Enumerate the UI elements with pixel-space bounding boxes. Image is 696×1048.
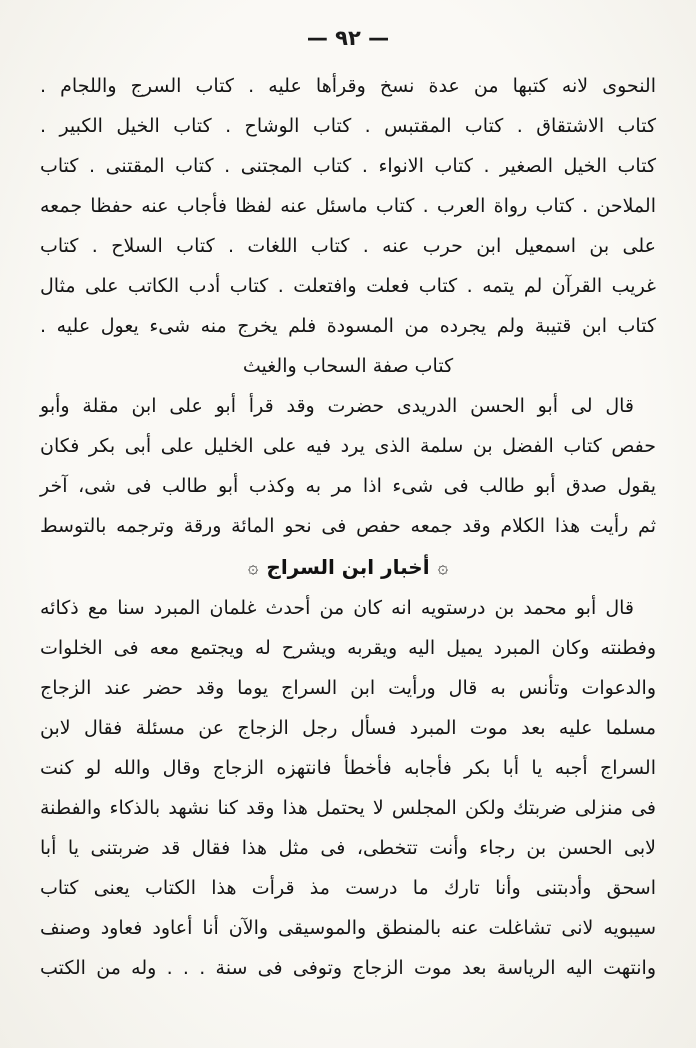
section-heading (40, 546, 656, 588)
text-line: مسلما عليه بعد موت المبرد فسأل رجل الزجاج عن مسئلة فقال لابن (40, 717, 656, 739)
text-line: قال أبو محمد بن درستويه انه كان من أحدث غلمان المبرد سنا مع ذكائه (40, 597, 634, 619)
text-line: وانتهت اليه الرياسة بعد موت الزجاج وتوفى فى سنة . . . وله من الكتب (40, 957, 656, 979)
ornament-icon: ۞ (437, 557, 449, 578)
text-line: قال لى أبو الحسن الدريدى حضرت وقد قرأ أبو على ابن مقلة وأبو (40, 395, 634, 417)
text-line: كتاب ابن قتيبة ولم يجرده من المسودة فلم يخرج منه شىء يعول عليه . (40, 315, 656, 337)
text-line: غريب القرآن لم يتمه . كتاب فعلت وافتعلت . كتاب أدب الكاتب على مثال (40, 275, 656, 297)
text-line: السراج أجبه يا أبا بكر فأجابه فأخطأ فانتهزه الزجاج وقال والله لو كنت (40, 757, 656, 779)
text-line: يقول صدق أبو طالب فى شىء اذا مر به وكذب أبو طالب فى شى، آخر (40, 475, 656, 497)
text-line: والدعوات وتأنس به قال ورأيت ابن السراج يوما وقد حضر عند الزجاج (40, 677, 656, 699)
text-line: حفص كتاب الفضل بن سلمة الذى يرد فيه على الخليل على أبى بكر فكان (40, 435, 656, 457)
text-line: على بن اسمعيل ابن حرب عنه . كتاب اللغات . كتاب السلاح . كتاب (40, 235, 656, 257)
text-line: وفطنته وكان المبرد يميل اليه ويقربه ويشرح له ويجتمع معه فى الخلوات (40, 637, 656, 659)
ornament-icon: ۞ (247, 557, 259, 578)
paragraph-ibn-sarraj-account (40, 588, 656, 988)
text-line: فى منزلى ضربتك ولكن المجلس لا يحتمل هذا وقد كنا نشهد بالذكاء والفطنة (40, 797, 656, 819)
centered-line: كتاب صفة السحاب والغيث (242, 355, 454, 377)
page-number: — ٩٢ — (306, 26, 390, 50)
paragraph-books-list (40, 66, 656, 386)
text-line: النحوى لانه كتبها من عدة نسخ وقرأها عليه . كتاب السرج واللجام . (40, 75, 656, 97)
text-line: اسحق وأدبتنى وأنا تارك ما درست مذ قرأت هذا الكتاب يعنى كتاب (40, 877, 656, 899)
text-line: الملاحن . كتاب رواة العرب . كتاب ماسئل عنه لفظا فأجاب عنه حفظا جمعه (40, 195, 656, 217)
paragraph-anecdote-duraydi (40, 386, 656, 546)
text-line: لابى الحسن بن رجاء وأنت تتخطى، فى مثل هذا فقال قد ضربتنى يا أبا (40, 837, 656, 859)
section-heading-text: أخبار ابن السراج (266, 555, 430, 579)
text-line: ثم رأيت هذا الكلام وقد جمعه حفص فى نحو المائة ورقة وترجمه بالتوسط (40, 515, 656, 537)
text-line: كتاب الاشتقاق . كتاب المقتبس . كتاب الوشاح . كتاب الخيل الكبير . (40, 115, 656, 137)
text-line: سيبويه لانى تشاغلت عنه بالمنطق والموسيقى والآن أنا أعاود فعاود وصنف (40, 917, 656, 939)
text-line: كتاب الخيل الصغير . كتاب الانواء . كتاب المجتنى . كتاب المقتنى . كتاب (40, 155, 656, 177)
